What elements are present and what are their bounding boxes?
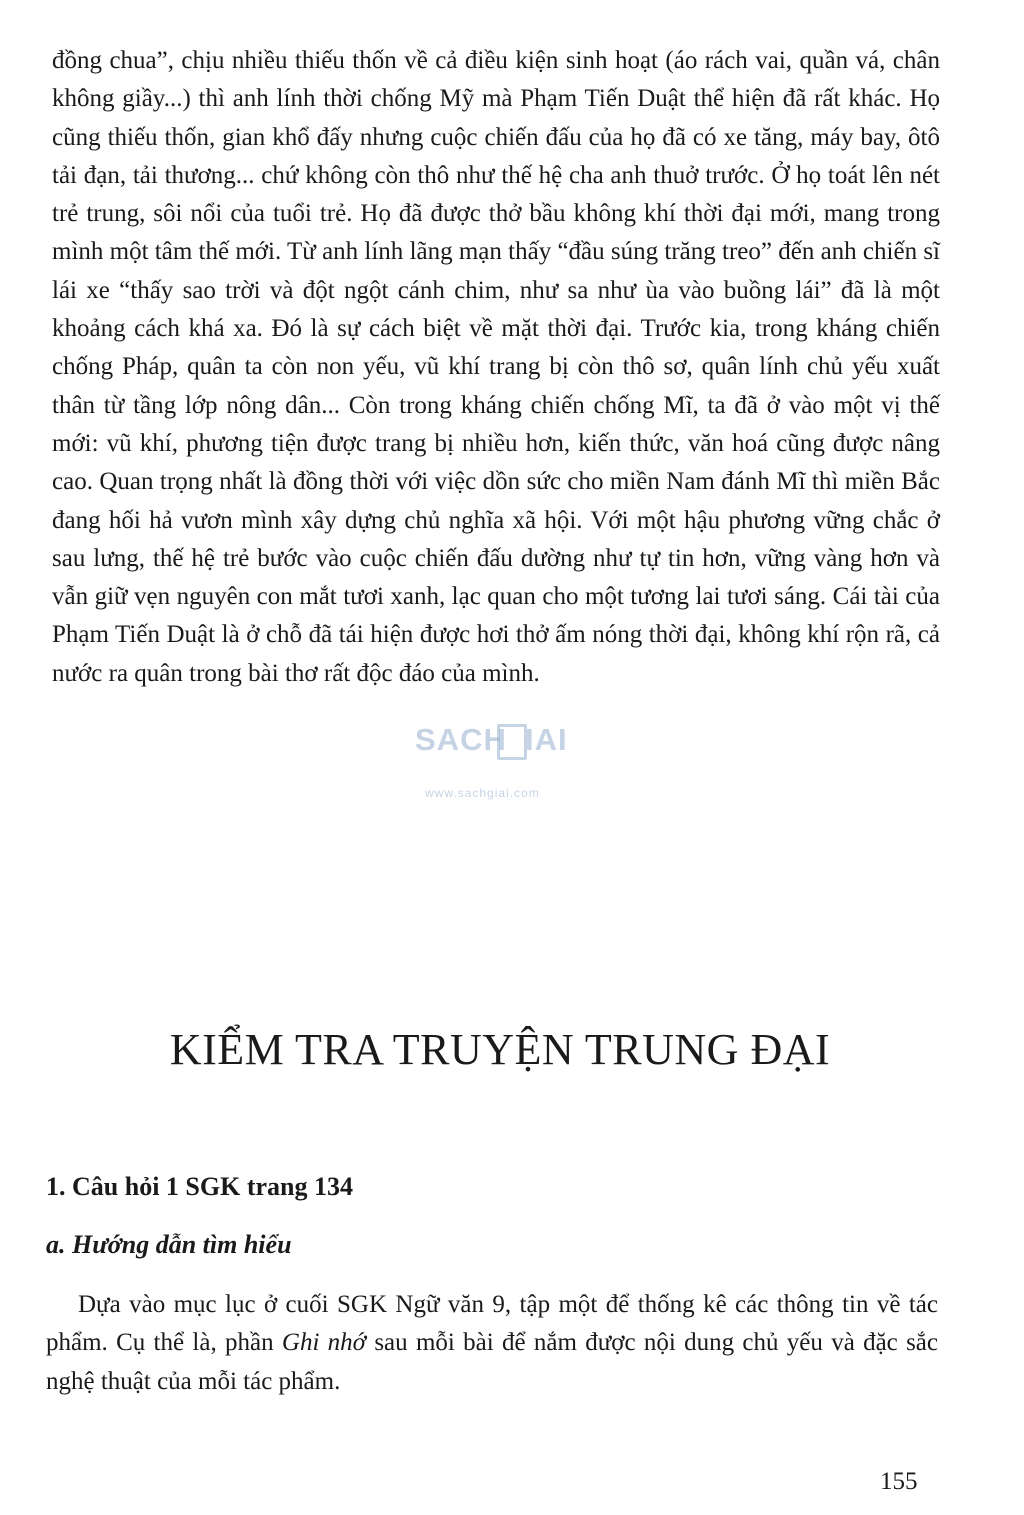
watermark-right-text: IAI xyxy=(525,722,568,757)
guidance-text-part-1: Dựa vào mục lục ở cuối SGK Ngữ văn 9, tập một để thống kê các thông tin về tác phẩm. Cụ thể là, phần xyxy=(46,1291,938,1357)
guidance-text-italic: Ghi nhớ xyxy=(281,1329,367,1357)
page-number: 155 xyxy=(880,1468,918,1495)
watermark xyxy=(415,722,595,800)
guidance-text-part-2: sau mỗi bài để nắm được nội dung chủ yếu và đặc sắc nghệ thuật của mỗi tác phẩm. xyxy=(46,1329,938,1395)
guidance-paragraph xyxy=(46,1286,938,1401)
section-title: 1. Câu hỏi 1 SGK trang 134 xyxy=(46,1172,353,1201)
body-paragraph: đồng chua”, chịu nhiều thiếu thốn về cả điều kiện sinh hoạt (áo rách vai, quần vá, chân không giầy...) thì anh lính thời chống Mỹ mà Phạm Tiến Duật thể hiện đã rất khác. Họ cũng thiếu thốn, gian khổ đấy nhưng cuộc chiến đấu của họ đã có xe tăng, máy bay, ôtô tải đạn, tải thương... chứ không còn thô như thế hệ cha anh thuở trước. Ở họ toát lên nét trẻ trung, sôi nổi của tuổi trẻ. Họ đã được thở bầu không khí thời đại mới, mang trong mình một tâm thế mới. Từ anh lính lãng mạn thấy “đầu súng trăng treo” đến anh chiến sĩ lái xe “thấy sao trời và đột ngột cánh chim, như sa như ùa vào buồng lái” đã là một khoảng cách khá xa. Đó là sự cách biệt về mặt thời đại. Trước kia, trong kháng chiến chống Pháp, quân ta còn non yếu, vũ khí trang bị còn thô sơ, quân lính chủ yếu xuất thân từ tầng lớp nông dân... Còn trong kháng chiến chống Mĩ, ta đã ở vào một vị thế mới: vũ khí, phương tiện được trang bị nhiều hơn, kiến thức, văn hoá cũng được nâng cao. Quan trọng nhất là đồng thời với việc dồn sức cho miền Nam đánh Mĩ thì miền Bắc đang hối hả vươn mình xây dựng chủ nghĩa xã hội. Với một hậu phương vững chắc ở sau lưng, thế hệ trẻ bước vào cuộc chiến đấu dường như tự tin hơn, vững vàng hơn và vẫn giữ vẹn nguyên con mắt tươi xanh, lạc quan cho một tương lai tươi sáng. Cái tài của Phạm Tiến Duật là ở chỗ đã tái hiện được hơi thở ấm nóng thời đại, không khí rộn rã, cả nước ra quân trong bài thơ rất độc đáo của mình. xyxy=(52,47,940,687)
section-subtitle: a. Hướng dẫn tìm hiểu xyxy=(46,1230,292,1259)
watermark-url: www.sachgiai.com xyxy=(425,786,540,800)
chapter-heading: KIỂM TRA TRUYỆN TRUNG ĐẠI xyxy=(169,1025,831,1074)
watermark-logo-icon xyxy=(497,724,527,760)
watermark-left-text: SACH xyxy=(415,722,507,757)
